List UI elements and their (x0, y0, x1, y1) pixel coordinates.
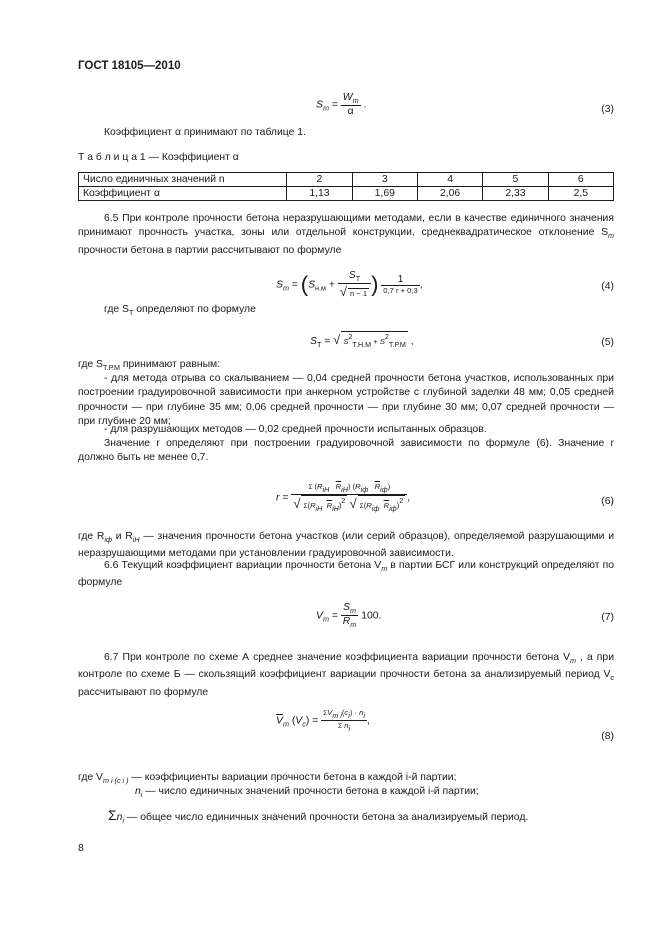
equation-number-4: (4) (601, 281, 614, 292)
table-row (79, 173, 614, 187)
table-cell: 5 (483, 173, 548, 187)
paragraph-6-6: 6.6 Текущий коэффициент вариации прочности бетона $V_m$ в партии БСГ или конструкций определяют по формуле (78, 560, 614, 589)
equation-number-7: (7) (601, 612, 614, 623)
paragraph-strm: где $S_{Т.Р.М}$ принимают равным: (78, 359, 221, 372)
paragraph-r: Значение r определяют при построении градуировочной зависимости по формуле (6). Значение r должно быть не менее 0,7. (78, 438, 614, 464)
bullet-2: - для разрушающих методов — 0,02 средней прочности испытанных образцов. (104, 424, 487, 435)
table-cell: 2,33 (483, 187, 548, 201)
document-header: ГОСТ 18105—2010 (78, 60, 181, 72)
equation-number-3: (3) (601, 104, 614, 115)
formula-8: $\overline{V}_m$ $(V_c)$ = $\frac{\text{ΣVm i(ci) · ni}}{\text{Σ ni}}$ , (276, 708, 370, 733)
coefficient-table (78, 172, 614, 201)
table-cell: 2,5 (548, 187, 613, 201)
formula-7: $V_m$ = $\frac{S_m}{R_m}$ 100. (316, 602, 382, 629)
paragraph-6-7: 6.7 При контроле по схеме А среднее значение коэффициента вариации прочности бетона $V_m$ , а при контроле по схеме Б — скользящий коэффициент вариации прочности бетона за анализируемый период $V_c$ рассчитывают по формуле (78, 652, 614, 698)
table-cell: 1,13 (287, 187, 352, 201)
formula-3: $S_m$ = $\frac{W_m}{\alpha}$ . (316, 92, 367, 117)
table-cell: Коэффициент α (79, 187, 287, 201)
paragraph-st: где $S_Т$ определяют по формуле (104, 304, 256, 317)
equation-number-5: (5) (601, 337, 614, 348)
equation-number-8: (8) (601, 731, 614, 742)
table-cell: 2 (287, 173, 352, 187)
formula-6: r = $\frac{\Sigma (RiH \overline{R}iH) (Riф \overline{R}iф)}{√ \Sigma(RiH \overline{R}iH)2 √ \Sigma(Riф \overline{R}iф)2}$ , (276, 482, 411, 513)
table-cell: 4 (417, 173, 482, 187)
table-cell: 6 (548, 173, 613, 187)
table-row (79, 187, 614, 201)
formula-5: $S_Т$ = √ S2Т.Н.М + S2Т.Р.М , (310, 332, 414, 349)
definition-vm: где $V_{m i (c i )}$ — коэффициенты вариации прочности бетона в каждой i-й партии; (78, 772, 457, 785)
table-caption: Т а б л и ц а 1 — Коэффициент α (78, 152, 239, 163)
page-number: 8 (78, 843, 84, 854)
formula-4: $S_m = (S_{н.м}$ + $\frac{S_Т}{√ n - 1}$ ) $\frac{1}{0,7 r + 0,3}$ , (276, 270, 423, 299)
table-cell: 3 (352, 173, 417, 187)
table-cell: 1,69 (352, 187, 417, 201)
definition-sum-ni: $\Sigma n_i$ — общее число единичных значений прочности бетона за анализируемый период. (108, 807, 529, 825)
definition-ni: $n_i$ — число единичных значений прочности бетона в каждой i-й партии; (135, 786, 479, 799)
paragraph-rif: где $R_{iф}$ и $R_{iH}$ — значения прочности бетона участков (или серий образцов), определяемой разрушающими и неразрушающими методами при установлении градуировочной зависимости. (78, 531, 614, 560)
paragraph-alpha: Коэффициент α принимают по таблице 1. (104, 127, 306, 138)
paragraph-6-5: 6.5 При контроле прочности бетона неразрушающими методами, если в качестве единичного значения принимают прочность участка, зоны или отдельной конструкции, среднеквадратическое отклонение $S_m$ прочности бетона в партии рассчитывают по формуле (78, 213, 614, 256)
equation-number-6: (6) (601, 496, 614, 507)
bullet-1: - для метода отрыва со скалыванием — 0,04 средней прочности бетона участков, использованных при построении градуировочной зависимости при анкерном устройстве с глубиной заделки 48 мм; 0,05 средней прочности — при глубине 35 мм; 0,06 средней прочности — при глубине 30 мм; 0,07 средней прочности — при глубине 20 мм; (78, 373, 614, 428)
table-cell: 2,06 (417, 187, 482, 201)
table-cell: Число единичных значений n (79, 173, 287, 187)
